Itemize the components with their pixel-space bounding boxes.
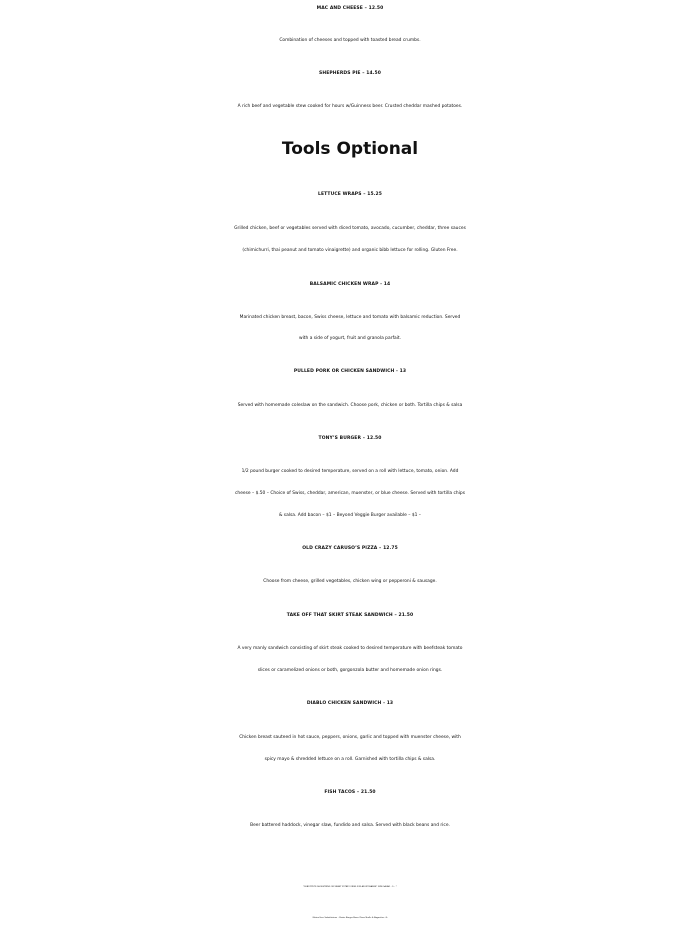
menu-item-description: Choose from cheese, grilled vegetables, chicken wing or pepperoni & sausage. (263, 579, 437, 584)
menu-item-title: MAC AND CHEESE – 12.50 (316, 6, 384, 11)
menu-item-title: LETTUCE WRAPS – 15.25 (318, 192, 382, 197)
menu-item-title: BALSAMIC CHICKEN WRAP - 14 (309, 282, 391, 287)
menu-item-title: OLD CRAZY CARUSO’S PIZZA – 12.75 (302, 546, 398, 551)
menu-item-description: Chicken breast sauteed in hot sauce, peppers, onions, garlic and topped with muenster cheese, with (239, 735, 461, 740)
menu-item-description: Grilled chicken, beef or vegetables served with diced tomato, avocado, cucumber, cheddar, three sauces (234, 226, 466, 231)
menu-item-title: DIABLO CHICKEN SANDWICH - 13 (306, 701, 394, 706)
menu-item-title: SHEPHERDS PIE – 14.50 (319, 71, 381, 76)
menu-item-description: Marinated chicken breast, bacon, Swiss cheese, lettuce and tomato with balsamic reduction. Served (239, 315, 461, 320)
menu-item-title: PULLED PORK OR CHICKEN SANDWICH - 13 (293, 369, 407, 374)
menu-item-description: A very manly sandwich consisting of skirt steak cooked to desired temperature with beefsteak tomato (237, 646, 463, 651)
footer-substitute-note: *SUBSTITUTE SHOESTRING OR SWEET POTATO FRIES FOR AN UPCHARGE* SIDE SALAD – 5 – * (303, 886, 397, 888)
menu-item-description: (chimichurri, thai peanut and tomato vinaigrette) and organic bibb lettuce for rolling. Gluten Free. (242, 248, 458, 253)
menu-item-description: spicy mayo & shredded lettuce on a roll. Garnished with tortilla chips & salsa. (264, 757, 436, 762)
menu-item-description: & salsa. Add bacon – $1 – Beyond Veggie Burger available – $1 – (278, 513, 421, 518)
footer-gluten-free-note: Gluten Free Substitutues – Pasta, Burger Buns, Pizza Shells & Baguettes -3- (312, 917, 388, 919)
menu-item-description: Combination of cheeses and topped with toasted bread crumbs. (279, 38, 421, 43)
menu-item-description: Served with homemade coleslaw on the sandwich. Choose pork, chicken or both. Tortilla chips & salsa (237, 403, 463, 408)
menu-item-title: TONY’S BURGER – 12.50 (318, 436, 382, 441)
menu-item-description: with a side of yogurt, fruit and granola parfait. (298, 336, 402, 341)
menu-item-description: Beer battered haddock, vinegar slaw, fundido and salsa. Served with black beans and rice. (250, 823, 450, 828)
menu-item-description: slices or caramelized onions or both, gorgonzola butter and homemade onion rings. (257, 668, 443, 673)
menu-item-description: 1/2 pound burger cooked to desired temperature, served on a roll with lettuce, tomato, onion. Add (241, 469, 459, 474)
menu-item-title: TAKE OFF THAT SKIRT STEAK SANDWICH – 21.50 (286, 613, 414, 618)
menu-item-description: A rich beef and vegetable stew cooked for hours w/Guinness beer. Crusted cheddar mashed potatoes. (237, 104, 463, 109)
menu-item-description: cheese – $.50 – Choice of Swiss, cheddar, american, muenster, or blue cheese. Served with tortilla chips (235, 491, 465, 496)
section-heading: Tools Optional (281, 139, 419, 159)
menu-item-title: FISH TACOS – 21.50 (324, 790, 376, 795)
